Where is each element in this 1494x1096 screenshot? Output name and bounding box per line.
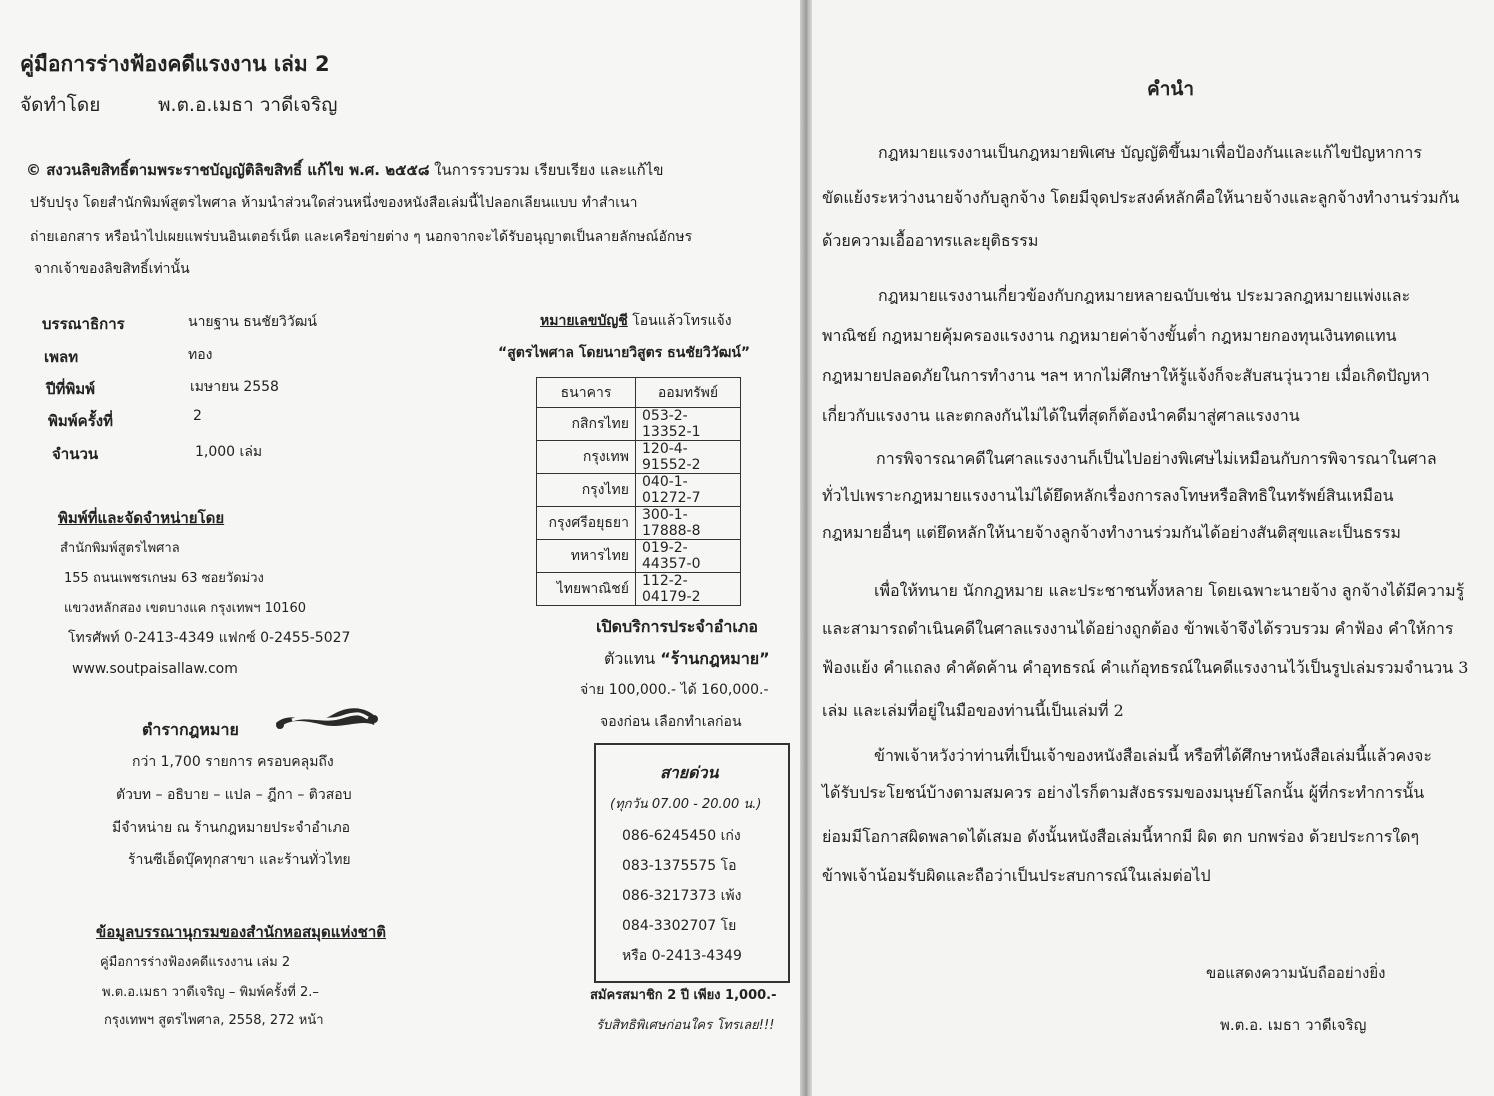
foreword-line: ข้าพเจ้าน้อมรับผิดและถือว่าเป็นประสบการณ์ในเล่มต่อไป bbox=[822, 866, 1211, 885]
membership-line-1: สมัครสมาชิก 2 ปี เพียง 1,000.- bbox=[590, 988, 777, 1003]
detail-label: ปีที่พิมพ์ bbox=[46, 380, 96, 398]
textbook-line-1: กว่า 1,700 รายการ ครอบคลุมถึง bbox=[132, 754, 334, 770]
publisher-name: สำนักพิมพ์สูตรไพศาล bbox=[60, 541, 180, 556]
bank-name: ทหารไทย bbox=[537, 540, 636, 573]
hotline-box bbox=[594, 743, 790, 983]
foreword-line: กฎหมายแรงงานเกี่ยวข้องกับกฎหมายหลายฉบับเช่น ประมวลกฎหมายแพ่งและ bbox=[878, 286, 1411, 305]
byline-author: พ.ต.อ.เมธา วาดีเจริญ bbox=[158, 94, 338, 116]
textbook-heading: ตำรากฎหมาย bbox=[142, 720, 239, 739]
column-header-bank: ธนาคาร bbox=[537, 378, 636, 408]
copyright-line-4: จากเจ้าของลิขสิทธิ์เท่านั้น bbox=[34, 261, 190, 277]
textbook-line-4: ร้านซีเอ็ดบุ๊คทุกสาขา และร้านทั่วไทย bbox=[128, 852, 351, 868]
bank-account-table bbox=[536, 377, 741, 606]
account-heading-line bbox=[540, 310, 732, 332]
foreword-line: กฎหมายแรงงานเป็นกฎหมายพิเศษ บัญญัติขึ้นมาเพื่อป้องกันและแก้ไขปัญหาการ bbox=[878, 143, 1422, 162]
foreword-line: ด้วยความเอื้ออาทรและยุติธรรม bbox=[822, 231, 1039, 250]
account-number: 019-2-44357-0 bbox=[636, 540, 741, 573]
foreword-line: ได้รับประโยชน์บ้างตามสมควร อย่างไรก็ตามสังธรรมของมนุษย์โลกนั้น ผู้ที่กระทำการนั้น bbox=[822, 783, 1425, 802]
publisher-website: www.soutpaisallaw.com bbox=[72, 661, 238, 677]
table-header-row bbox=[537, 378, 741, 408]
account-payee: “สูตรไพศาล โดยนายวิสูตร ธนชัยวิวัฒน์” bbox=[498, 345, 751, 361]
foreword-line: ย่อมมีโอกาสผิดพลาดได้เสมอ ดังนั้นหนังสือเล่มนี้หากมี ผิด ตก บกพร่อง ด้วยประการใดๆ bbox=[822, 827, 1420, 846]
catalog-line-3: กรุงเทพฯ สูตรไพศาล, 2558, 272 หน้า bbox=[104, 1013, 324, 1028]
membership-line-2: รับสิทธิพิเศษก่อนใคร โทรเลย!!! bbox=[596, 1018, 775, 1033]
franchise-agent: ตัวแทน bbox=[604, 649, 661, 668]
catalog-line-1: คู่มือการร่างฟ้องคดีแรงงาน เล่ม 2 bbox=[100, 955, 291, 970]
copyright-lead: © สงวนลิขสิทธิ์ตามพระราชบัญญัติลิขสิทธิ์ แก้ไข พ.ศ. ๒๕๕๘ bbox=[26, 161, 430, 179]
publisher-phone: โทรศัพท์ 0-2413-4349 แฟกซ์ 0-2455-5027 bbox=[68, 630, 351, 646]
table-row bbox=[537, 540, 741, 573]
bank-name: กรุงเทพ bbox=[537, 441, 636, 474]
foreword-line: ข้าพเจ้าหวังว่าท่านที่เป็นเจ้าของหนังสือเล่มนี้ หรือที่ได้ศึกษาหนังสือเล่มนี้แล้วคงจะ bbox=[874, 746, 1433, 765]
detail-label: เพลท bbox=[44, 348, 79, 366]
table-row bbox=[537, 507, 741, 540]
bank-name: กรุงไทย bbox=[537, 474, 636, 507]
publisher-logo-icon bbox=[272, 705, 380, 731]
hotline-number: 083-1375575 โอ bbox=[622, 858, 737, 874]
publisher-heading: พิมพ์ที่และจัดจำหน่ายโดย bbox=[58, 509, 225, 527]
copyright-line-2: ปรับปรุง โดยสำนักพิมพ์สูตรไพศาล ห้ามนำส่วนใดส่วนหนึ่งของหนังสือเล่มนี้ไปลอกเลียนแบบ ทำสำเนา bbox=[30, 195, 638, 211]
detail-value: เมษายน 2558 bbox=[190, 379, 279, 395]
copyright-line-3: ถ่ายเอกสาร หรือนำไปเผยแพร่บนอินเตอร์เน็ต และเครือข่ายต่าง ๆ นอกจากจะได้รับอนุญาตเป็นลายลักษณ์อักษร bbox=[30, 229, 693, 245]
hotline-heading: สายด่วน bbox=[660, 763, 719, 782]
hotline-number: 086-6245450 เก่ง bbox=[622, 828, 741, 844]
foreword-line: ทั่วไปเพราะกฎหมายแรงงานไม่ได้ยึดหลักเรื่องการลงโทษหรือสิทธิในทรัพย์สินเหมือน bbox=[822, 486, 1394, 505]
foreword-line: กฎหมายปลอดภัยในการทำงาน ฯลฯ หากไม่ศึกษาให้รู้แจ้งก็จะสับสนวุ่นวาย เมื่อเกิดปัญหา bbox=[822, 366, 1430, 385]
foreword-line: เพื่อให้ทนาย นักกฎหมาย และประชาชนทั้งหลาย โดยเฉพาะนายจ้าง ลูกจ้างได้มีความรู้ bbox=[874, 581, 1465, 600]
hotline-hours: (ทุกวัน 07.00 - 20.00 น.) bbox=[610, 797, 762, 812]
detail-value: ทอง bbox=[188, 347, 213, 363]
franchise-line-4: จองก่อน เลือกทำเลก่อน bbox=[600, 714, 742, 730]
table-row bbox=[537, 408, 741, 441]
franchise-shop-name: “ร้านกฎหมาย” bbox=[660, 649, 770, 668]
foreword-signature: พ.ต.อ. เมธา วาดีเจริญ bbox=[1220, 1016, 1367, 1034]
account-heading: หมายเลขบัญชี bbox=[540, 313, 628, 329]
account-number: 120-4-91552-2 bbox=[636, 441, 741, 474]
foreword-line: เกี่ยวกับแรงงาน และตกลงกันไม่ได้ในที่สุดก็ต้องนำคดีมาสู่ศาลแรงงาน bbox=[822, 406, 1300, 425]
franchise-line-1: เปิดบริการประจำอำเภอ bbox=[596, 617, 758, 636]
detail-label: จำนวน bbox=[52, 445, 99, 463]
hotline-number: 084-3302707 โย bbox=[622, 918, 737, 934]
hotline-number: 086-3217373 เพ้ง bbox=[622, 888, 742, 904]
account-heading-rest: โอนแล้วโทรแจ้ง bbox=[627, 313, 732, 329]
account-number: 053-2-13352-1 bbox=[636, 408, 741, 441]
table-row bbox=[537, 474, 741, 507]
textbook-line-2: ตัวบท – อธิบาย – แปล – ฎีกา – ติวสอบ bbox=[116, 787, 352, 803]
account-number: 112-2-04179-2 bbox=[636, 573, 741, 606]
bank-name: กสิกรไทย bbox=[537, 408, 636, 441]
foreword-line: กฎหมายอื่นๆ แต่ยึดหลักให้นายจ้างลูกจ้างทำงานร่วมกันได้อย่างสันติสุขและเป็นธรรม bbox=[822, 523, 1401, 542]
byline-label: จัดทำโดย bbox=[20, 94, 101, 116]
table-row bbox=[537, 441, 741, 474]
hotline-number: หรือ 0-2413-4349 bbox=[622, 948, 742, 964]
catalog-line-2: พ.ต.อ.เมธา วาดีเจริญ – พิมพ์ครั้งที่ 2.– bbox=[102, 985, 319, 1000]
textbook-line-3: มีจำหน่าย ณ ร้านกฎหมายประจำอำเภอ bbox=[112, 820, 351, 836]
foreword-line: พาณิชย์ กฎหมายคุ้มครองแรงงาน กฎหมายค่าจ้างขั้นต่ำ กฎหมายกองทุนเงินทดแทน bbox=[822, 326, 1397, 345]
foreword-line: ขัดแย้งระหว่างนายจ้างกับลูกจ้าง โดยมีจุดประสงค์หลักคือให้นายจ้างและลูกจ้างทำงานร่วมกัน bbox=[822, 188, 1460, 207]
catalog-heading: ข้อมูลบรรณานุกรมของสำนักหอสมุดแห่งชาติ bbox=[96, 923, 387, 941]
account-number: 040-1-01272-7 bbox=[636, 474, 741, 507]
copyright-line-1 bbox=[26, 158, 663, 182]
franchise-line-3: จ่าย 100,000.- ได้ 160,000.- bbox=[580, 682, 769, 698]
detail-value: 1,000 เล่ม bbox=[195, 444, 263, 460]
detail-value: 2 bbox=[193, 408, 202, 424]
detail-label: บรรณาธิการ bbox=[42, 315, 125, 333]
foreword-line: การพิจารณาคดีในศาลแรงงานก็เป็นไปอย่างพิเศษไม่เหมือนกับการพิจารณาในศาล bbox=[876, 449, 1437, 468]
detail-label: พิมพ์ครั้งที่ bbox=[48, 412, 113, 430]
column-header-type: ออมทรัพย์ bbox=[636, 378, 741, 408]
copyright-line-1-rest: ในการรวบรวม เรียบเรียง และแก้ไข bbox=[429, 161, 664, 179]
foreword-title: คำนำ bbox=[1147, 78, 1195, 100]
foreword-line: และสามารถดำเนินคดีในศาลแรงงานได้อย่างถูกต้อง ข้าพเจ้าจึงได้รวบรวม คำฟ้อง คำให้การ bbox=[822, 619, 1454, 638]
bank-name: กรุงศรีอยุธยา bbox=[537, 507, 636, 540]
foreword-line: เล่ม และเล่มที่อยู่ในมือของท่านนี้เป็นเล่มที่ 2 bbox=[822, 701, 1124, 720]
account-number: 300-1-17888-8 bbox=[636, 507, 741, 540]
right-page bbox=[812, 0, 1494, 1096]
foreword-line: ฟ้องแย้ง คำแถลง คำคัดค้าน คำอุทธรณ์ คำแก้อุทธรณ์ในคดีแรงงานไว้เป็นรูปเล่มรวมจำนวน 3 bbox=[822, 658, 1469, 677]
bank-name: ไทยพาณิชย์ bbox=[537, 573, 636, 606]
detail-value: นายฐาน ธนชัยวิวัฒน์ bbox=[188, 314, 318, 330]
publisher-address-2: แขวงหลักสอง เขตบางแค กรุงเทพฯ 10160 bbox=[64, 601, 306, 616]
foreword-closing: ขอแสดงความนับถืออย่างยิ่ง bbox=[1206, 964, 1386, 982]
table-row bbox=[537, 573, 741, 606]
publisher-address-1: 155 ถนนเพชรเกษม 63 ซอยวัดม่วง bbox=[64, 571, 264, 586]
franchise-line-2 bbox=[604, 647, 770, 672]
book-title: คู่มือการร่างฟ้องคดีแรงงาน เล่ม 2 bbox=[20, 52, 330, 76]
